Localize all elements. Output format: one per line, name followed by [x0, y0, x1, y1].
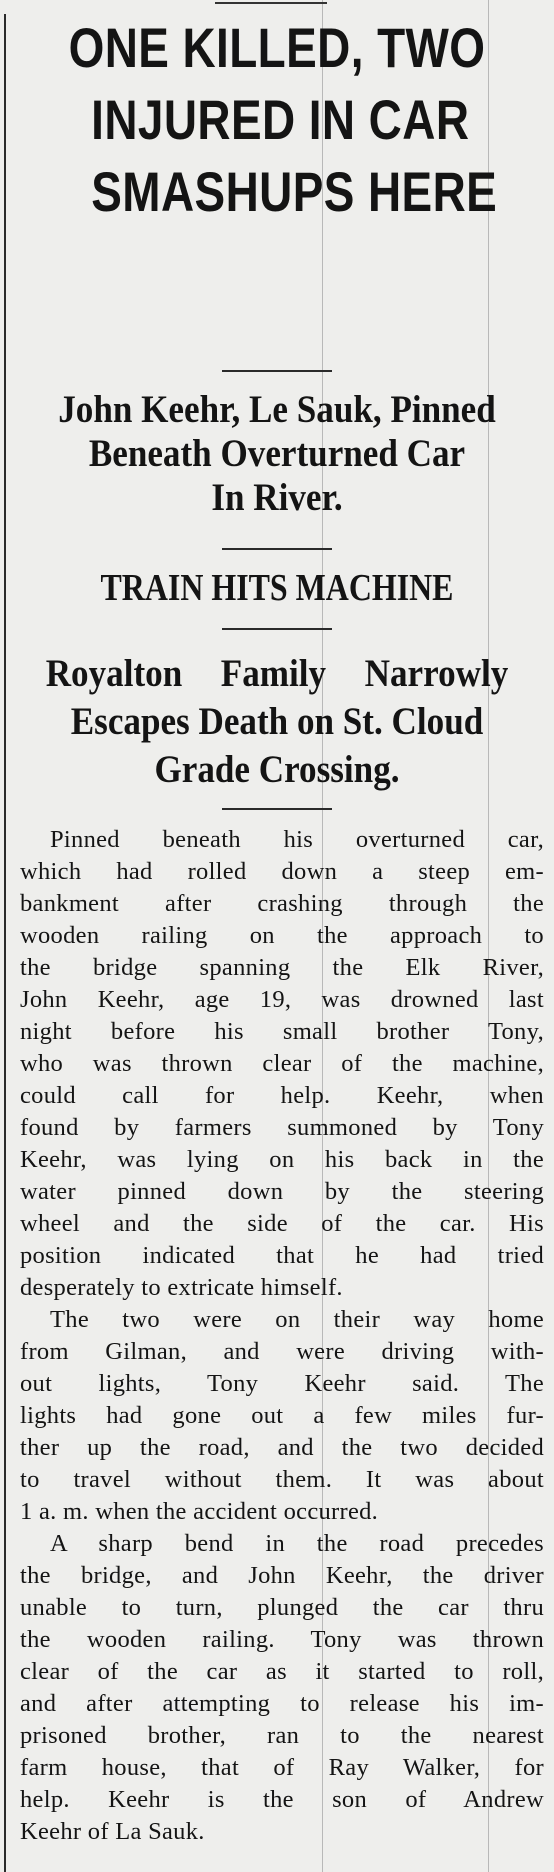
- article-line: Keehr of La Sauk.: [20, 1818, 205, 1845]
- article-line: Keehr, was lying on his back in the: [20, 1146, 544, 1173]
- headline-line: SMASHUPS HERE: [91, 160, 498, 223]
- article-line: position indicated that he had tried: [20, 1242, 544, 1269]
- headline: [50, 12, 504, 228]
- article-line: prisoned brother, ran to the nearest: [20, 1722, 544, 1749]
- article-line: wooden railing on the approach to: [20, 922, 544, 949]
- article-line: the bridge, and John Keehr, the driver: [20, 1562, 544, 1589]
- article-line: out lights, Tony Keehr said. The: [20, 1370, 544, 1397]
- article-line: who was thrown clear of the machine,: [20, 1050, 544, 1077]
- article-line: from Gilman, and were driving with-: [20, 1338, 544, 1365]
- section-rule: [222, 628, 332, 630]
- column-border-left: [4, 14, 6, 1872]
- deck-line: In River.: [211, 476, 343, 519]
- deck-one: [28, 388, 527, 520]
- article-line: Pinned beneath his overturned car,: [50, 826, 544, 853]
- deck-two: [28, 650, 527, 794]
- deck-line: Beneath Overturned Car: [88, 432, 466, 475]
- article-line: night before his small brother Tony,: [20, 1018, 544, 1045]
- article-paragraph: [20, 824, 544, 1304]
- article-line: the bridge spanning the Elk River,: [20, 954, 544, 981]
- article-paragraph: [20, 1304, 544, 1528]
- headline-line: ONE KILLED, TWO: [68, 16, 486, 79]
- top-rule: [215, 2, 327, 4]
- article-paragraph: [20, 1528, 544, 1848]
- headline-line: INJURED IN CAR: [91, 88, 470, 151]
- article-line: found by farmers summoned by Tony: [20, 1114, 544, 1141]
- section-rule: [222, 370, 332, 372]
- article-line: lights had gone out a few miles fur-: [20, 1402, 544, 1429]
- article-line: could call for help. Keehr, when: [20, 1082, 544, 1109]
- article-line: farm house, that of Ray Walker, for: [20, 1754, 544, 1781]
- article-line: bankment after crashing through the: [20, 890, 544, 917]
- article-line: John Keehr, age 19, was drowned last: [20, 986, 544, 1013]
- article-line: A sharp bend in the road precedes: [50, 1530, 544, 1557]
- article-line: unable to turn, plunged the car thru: [20, 1594, 544, 1621]
- article-line: 1 a. m. when the accident occurred.: [20, 1498, 379, 1525]
- deck-word: Royalton: [45, 652, 183, 695]
- deck-word: Family: [220, 652, 327, 695]
- article-line: help. Keehr is the son of Andrew: [20, 1786, 544, 1813]
- article-line: to travel without them. It was about: [20, 1466, 544, 1493]
- article-line: The two were on their way home: [50, 1306, 544, 1333]
- deck-line: [46, 650, 509, 698]
- article-line: ther up the road, and the two decided: [20, 1434, 544, 1461]
- article-line: the wooden railing. Tony was thrown: [20, 1626, 544, 1653]
- deck-word: Narrowly: [364, 652, 509, 695]
- deck-line: Grade Crossing.: [154, 748, 400, 791]
- article-line: which had rolled down a steep em-: [20, 858, 544, 885]
- article-line: wheel and the side of the car. His: [20, 1210, 544, 1237]
- article-line: water pinned down by the steering: [20, 1178, 544, 1205]
- article-line: clear of the car as it started to roll,: [20, 1658, 544, 1685]
- article-line: and after attempting to release his im-: [20, 1690, 544, 1717]
- section-rule: [222, 548, 332, 550]
- article-line: desperately to extricate himself.: [20, 1274, 343, 1301]
- subhead: TRAIN HITS MACHINE: [100, 567, 454, 609]
- deck-line: Escapes Death on St. Cloud: [70, 700, 484, 743]
- section-rule: [222, 808, 332, 810]
- article-body: [20, 824, 544, 1848]
- deck-line: John Keehr, Le Sauk, Pinned: [58, 388, 496, 431]
